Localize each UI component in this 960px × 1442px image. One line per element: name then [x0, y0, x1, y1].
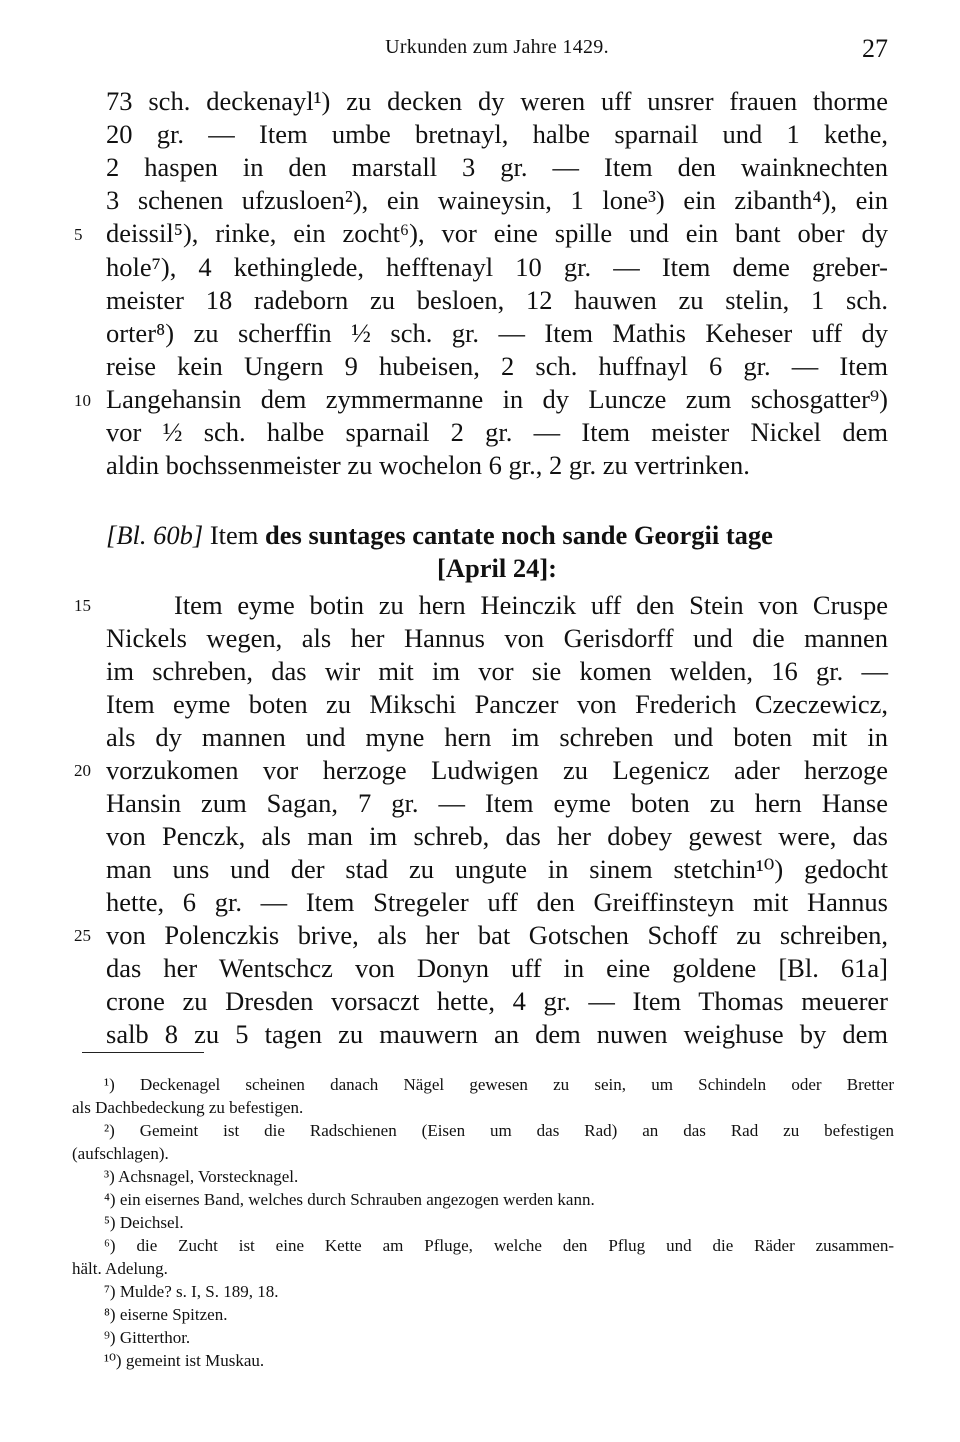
line-number: 10: [74, 391, 91, 410]
footnote: ⁵) Deichsel.: [104, 1213, 184, 1232]
heading-date: [April 24]:: [437, 553, 557, 583]
text-line: meister 18 radeborn zu besloen, 12 hauwen zu stelin, 1 sch.: [106, 285, 888, 315]
footnote: ¹⁰) gemeint ist Muskau.: [104, 1351, 265, 1370]
footnote: ²) Gemeint ist die Radschienen (Eisen um das Rad) an das Rad zu befestigen: [104, 1121, 894, 1140]
heading-item-word: Item: [209, 520, 259, 550]
footnote: ⁷) Mulde? s. I, S. 189, 18.: [104, 1282, 279, 1301]
text-line: von Penczk, als man im schreb, das her dobey gewest were, das: [106, 821, 888, 851]
footnote: ⁶) die Zucht ist eine Kette am Pfluge, welche den Pflug und die Räder zusammen-: [104, 1236, 894, 1255]
footnote: ⁴) ein eisernes Band, welches durch Schrauben angezogen werden kann.: [104, 1190, 595, 1209]
text-line: man uns und der stad zu ungute in sinem stetchin¹⁰) gedocht: [106, 854, 888, 884]
text-line: crone zu Dresden vorsaczt hette, 4 gr. — Item Thomas meuerer: [106, 986, 888, 1016]
line-number: 5: [74, 225, 83, 244]
text-line: orter⁸) zu scherffin ½ sch. gr. — Item Mathis Keheser uff dy: [106, 318, 888, 348]
footnote: als Dachbedeckung zu befestigen.: [72, 1098, 304, 1117]
line-number: 25: [74, 926, 91, 945]
page-number: 27: [862, 34, 888, 63]
text-line: reise kein Ungern 9 hubeisen, 2 sch. huffnayl 6 gr. — Item: [106, 351, 888, 381]
heading-title: des suntages cantate noch sande Georgii tage: [265, 520, 773, 550]
text-line: Hansin zum Sagan, 7 gr. — Item eyme boten zu hern Hanse: [106, 788, 888, 818]
line-number: 20: [74, 761, 91, 780]
text-line: 2 haspen in den marstall 3 gr. — Item den wainknechten: [106, 152, 888, 182]
folio-reference: [Bl. 60b]: [106, 520, 204, 550]
text-line: das her Wentschcz von Donyn uff in eine goldene [Bl. 61a]: [106, 953, 888, 983]
text-line: hole⁷), 4 kethinglede, hefftenayl 10 gr. — Item deme greber-: [106, 252, 888, 282]
text-line: 20 gr. — Item umbe bretnayl, halbe sparnail und 1 kethe,: [106, 119, 888, 149]
page-header: [106, 36, 888, 66]
text-line: salb 8 zu 5 tagen zu mauwern an dem nuwen weighuse by dem: [106, 1019, 888, 1049]
text-line: 3 schenen ufzusloen²), ein waineysin, 1 lone³) ein zibanth⁴), ein: [106, 185, 888, 215]
footnote: ³) Achsnagel, Vorstecknagel.: [104, 1167, 299, 1186]
footnote: ¹) Deckenagel scheinen danach Nägel gewesen zu sein, um Schindeln oder Bretter: [104, 1075, 894, 1094]
section-heading: [106, 518, 888, 552]
text-line: Item eyme boten zu Mikschi Panczer von Frederich Czeczewicz,: [106, 689, 888, 719]
footnote: ⁸) eiserne Spitzen.: [104, 1305, 228, 1324]
footnote: hält. Adelung.: [72, 1259, 168, 1278]
text-line: aldin bochssenmeister zu wochelon 6 gr., 2 gr. zu vertrinken.: [106, 450, 750, 480]
footnote: ⁹) Gitterthor.: [104, 1328, 191, 1347]
text-line: im schreben, das wir mit im vor sie komen welden, 16 gr. —: [106, 656, 888, 686]
text-line: hette, 6 gr. — Item Stregeler uff den Greiffinsteyn mit Hannus: [106, 887, 888, 917]
text-line: vorzukomen vor herzoge Ludwigen zu Legenicz ader herzoge: [106, 755, 888, 785]
text-line: von Polenczkis brive, als her bat Gotschen Schoff zu schreiben,: [106, 920, 888, 950]
text-line: als dy mannen und myne hern im schreben und boten mit in: [106, 722, 888, 752]
running-title: Urkunden zum Jahre 1429.: [385, 36, 609, 58]
text-line: Langehansin dem zymmermanne in dy Luncze zum schosgatter⁹): [106, 384, 888, 414]
text-line: Nickels wegen, als her Hannus von Gerisdorff und die mannen: [106, 623, 888, 653]
footnote: (aufschlagen).: [72, 1144, 169, 1163]
line-number: 15: [74, 596, 91, 615]
section-heading-date: [106, 551, 888, 585]
text-line: Item eyme botin zu hern Heinczik uff den Stein von Cruspe: [174, 590, 888, 620]
text-line: 73 sch. deckenayl¹) zu decken dy weren uff unsrer frauen thorme: [106, 86, 888, 116]
text-line: deissil⁵), rinke, ein zocht⁶), vor eine spille und ein bant ober dy: [106, 218, 888, 248]
footnote-rule: [82, 1052, 204, 1053]
text-line: vor ½ sch. halbe sparnail 2 gr. — Item meister Nickel dem: [106, 417, 888, 447]
